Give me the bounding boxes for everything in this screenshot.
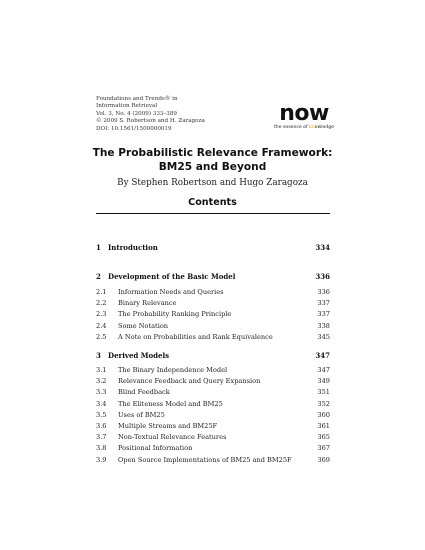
section-page: 349 (317, 377, 330, 386)
section-title: Blind Feedback (118, 388, 170, 397)
section-page: 369 (317, 455, 330, 464)
chapter-page: 334 (315, 243, 330, 252)
section-number: 2.2 (96, 299, 107, 308)
section-page: 336 (317, 288, 330, 296)
section-title: Some Notation (118, 321, 169, 330)
section-page: 352 (317, 399, 330, 408)
section-page: 337 (317, 310, 330, 319)
section-number: 3.5 (96, 410, 107, 419)
logo-tagline-highlight: kn (309, 125, 315, 130)
section-title: Binary Relevance (118, 299, 177, 308)
section-number: 3.1 (96, 366, 107, 374)
section-page: 345 (317, 332, 330, 341)
section-page: 338 (317, 321, 330, 330)
section-title: Positional Information (118, 444, 193, 453)
section-page: 365 (317, 433, 330, 442)
section-page: 347 (317, 366, 330, 374)
section-title: Uses of BM25 (118, 410, 165, 419)
copyright-line: © 2009 S. Robertson and H. Zaragoza (96, 118, 205, 125)
chapter-title: Derived Models (108, 351, 170, 360)
doi-line: DOI: 10.1561/1500000019 (96, 125, 172, 132)
contents-rule (96, 213, 330, 214)
section-title: Non-Textual Relevance Features (118, 433, 227, 442)
chapter-number: 2 (96, 272, 101, 281)
logo-wordmark: now (279, 101, 329, 126)
section-title: The Binary Independence Model (118, 366, 228, 374)
section-page: 337 (317, 299, 330, 308)
title-line-1: The Probabilistic Relevance Framework: (92, 147, 333, 159)
section-number: 3.4 (96, 399, 107, 408)
logo-tagline-post: owledge (314, 125, 334, 130)
publisher-logo (272, 101, 336, 130)
section-page: 360 (317, 410, 330, 419)
chapter-number: 1 (96, 243, 101, 252)
section-page: 351 (317, 388, 330, 397)
section-number: 2.3 (96, 310, 107, 319)
journal-line: Information Retrieval (96, 103, 158, 110)
section-page: 367 (317, 444, 330, 453)
logo-tagline (272, 125, 336, 130)
logo-tagline-pre: the essence of (274, 125, 310, 130)
section-title: The Eliteness Model and BM25 (118, 399, 223, 408)
section-number: 3.7 (96, 433, 107, 442)
section-title: Open Source Implementations of BM25 and BM25F (118, 455, 292, 464)
section-number: 3.3 (96, 388, 107, 397)
chapter-title: Introduction (108, 243, 158, 252)
volume-line: Vol. 3, No. 4 (2009) 333–389 (96, 110, 177, 117)
author-line: By Stephen Robertson and Hugo Zaragoza (117, 178, 308, 188)
section-number: 3.2 (96, 377, 107, 386)
section-number: 2.5 (96, 332, 107, 341)
section-title: Information Needs and Queries (118, 288, 224, 296)
section-title: The Probability Ranking Principle (118, 310, 232, 319)
title-line-2: BM25 and Beyond (158, 161, 267, 173)
publication-info (96, 96, 205, 133)
chapter-page: 347 (315, 351, 330, 360)
section-title: A Note on Probabilities and Rank Equivalence (118, 332, 273, 341)
section-title: Multiple Streams and BM25F (118, 422, 218, 430)
chapter-number: 3 (96, 351, 101, 360)
section-number: 2.1 (96, 288, 107, 296)
section-title: Relevance Feedback and Query Expansion (118, 377, 261, 386)
section-number: 3.8 (96, 444, 107, 453)
series-line: Foundations and Trends® in (96, 96, 178, 102)
chapter-page: 336 (315, 272, 330, 281)
page-title (0, 146, 425, 174)
section-number: 3.6 (96, 422, 107, 430)
section-number: 3.9 (96, 455, 107, 464)
contents-heading: Contents (188, 197, 237, 208)
section-number: 2.4 (96, 321, 107, 330)
chapter-title: Development of the Basic Model (108, 272, 236, 281)
section-page: 361 (317, 422, 330, 430)
